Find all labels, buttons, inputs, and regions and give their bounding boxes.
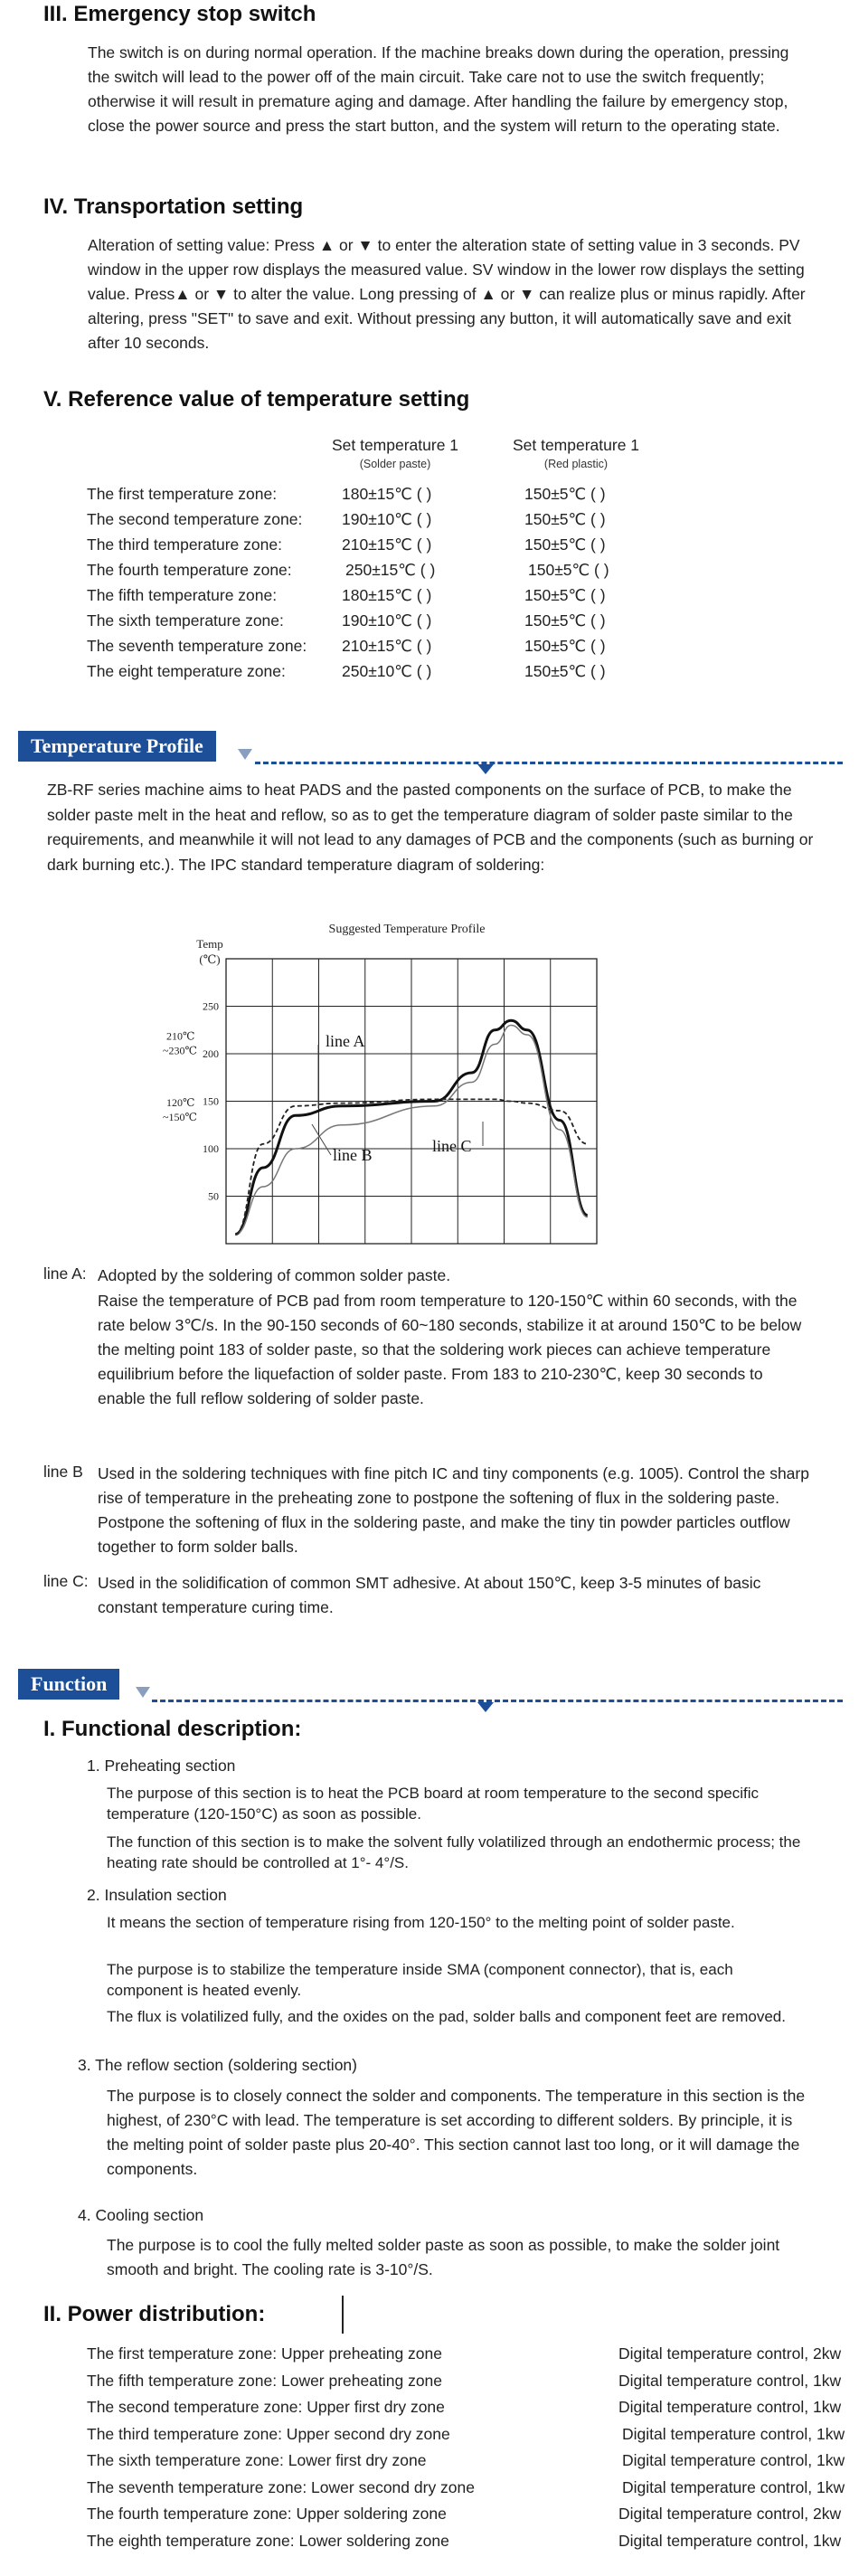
band-triangle-icon [477,1702,494,1712]
ref-solder-value: 210±15℃ ( ) [342,535,432,554]
ref-col2-subtitle: (Red plastic) [543,458,609,470]
ref-plastic-value: 150±5℃ ( ) [524,485,606,503]
power-control: Digital temperature control, 2kw [618,2344,842,2363]
function-band [18,1669,843,1705]
profile-intro: ZB-RF series machine aims to heat PADS and the pasted components on the surface of PCB, to make the solder paste melt in the heat and reflow, so as to get the temperature diagram of solder paste similar to the requirements, and meanwhile it will not lead to any damages of PCB and the components (such as burning or dark burning etc.). The IPC standard temperature diagram of soldering: [47,781,814,874]
ref-solder-value: 250±10℃ ( ) [342,662,432,680]
chart-side-label: ~150℃ [163,1110,197,1123]
band-divider [255,762,843,764]
temperature-profile-band [18,731,843,767]
ref-solder-value: 250±15℃ ( ) [345,561,436,579]
power-control: Digital temperature control, 1kw [618,2371,842,2390]
reference-row [87,510,665,535]
power-row [87,2531,842,2557]
ref-solder-value: 190±10℃ ( ) [342,611,432,630]
chart-y-ticks [203,1000,219,1203]
power-control: Digital temperature control, 1kw [622,2451,845,2469]
line-b-text: Used in the soldering techniques with fine pitch IC and tiny components (e.g. 1005). Control the sharp rise of temperature in the preheating zone to postpone the softening of flux in the soldering paste. Postpone the softening of flux in the soldering paste, and make the tiny tin powder particles outflow together to form solder balls. [98,1464,809,1556]
ref-solder-value: 190±10℃ ( ) [342,510,432,528]
ref-zone: The third temperature zone: [87,535,282,554]
chart-y-tick-label: 250 [203,999,219,1013]
power-zone: The sixth temperature zone: Lower first dry zone [87,2451,427,2469]
ref-plastic-value: 150±5℃ ( ) [528,561,609,579]
reference-row [87,485,665,510]
reference-row [87,535,665,561]
ref-solder-value: 180±15℃ ( ) [342,485,432,503]
section-title: 3. The reflow section (soldering section) [78,2056,357,2074]
line-c-text: Used in the solidification of common SMT adhesive. At about 150℃, keep 3-5 minutes of basic constant temperature curing time. [98,1574,761,1616]
power-zone: The seventh temperature zone: Lower second dry zone [87,2477,475,2496]
power-row [87,2477,845,2504]
ref-zone: The first temperature zone: [87,485,278,503]
chart-y-tick-label: 150 [203,1094,219,1108]
line-c-key: line C: [43,1572,89,1590]
power-zone: The fourth temperature zone: Upper soldering zone [87,2505,447,2523]
power-row [87,2424,845,2450]
divider-bar [342,2296,344,2334]
ref-col1-title: Set temperature 1 [331,436,459,454]
chart-series-labels [312,1032,483,1164]
chart-series-label: line A [326,1032,365,1050]
reference-row [87,586,665,611]
section-paragraph: The purpose is to cool the fully melted solder paste as soon as possible, to make the solder joint smooth and bright. The cooling rate is 3-10°/S. [107,2236,780,2278]
band-title: Function [18,1669,119,1700]
ref-solder-value: 180±15℃ ( ) [342,586,432,604]
ref-zone: The fourth temperature zone: [87,561,292,579]
band-notch-icon [238,749,252,760]
reference-heading: V. Reference value of temperature setting [43,387,470,412]
power-row [87,2344,842,2370]
chart-side-label: ~230℃ [163,1044,197,1057]
reference-row [87,662,665,687]
temperature-profile-chart [145,909,778,1271]
chart-side-labels [163,1029,197,1123]
power-zone: The eighth temperature zone: Lower soldering zone [87,2531,449,2550]
reference-row [87,611,665,637]
power-control: Digital temperature control, 2kw [618,2505,842,2523]
power-control: Digital temperature control, 1kw [618,2398,842,2416]
transportation-text: Alteration of setting value: Press ▲ or ▼ to enter the alteration state of setting value in 3 seconds. PV window in the upper row displays the measured value. SV window in the lower row displays the setting value. Press▲ or ▼ to alter the value. Long pressing of ▲ or ▼ can realize plus or minus rapidly. After altering, press "SET" to save and exit. Without pressing any button, it will automatically save and exit after 10 seconds. [88,236,806,352]
chart-y-tick-label: 100 [203,1142,219,1155]
chart-y-label-line: (℃) [199,952,221,966]
section-title: 4. Cooling section [78,2206,204,2224]
power-row [87,2371,842,2397]
power-row [87,2505,842,2530]
ref-zone: The fifth temperature zone: [87,586,278,604]
chart-y-axis-label [196,937,222,966]
power-row [87,2451,845,2477]
line-a-detail: Raise the temperature of PCB pad from room temperature to 120-150℃ within 60 seconds, with the rate below 3℃/s. In the 90-150 seconds of 60~180 seconds, stabilize it at around 150℃ to be below the melting point 183 of solder paste, so that the soldering work pieces can achieve temperature equilibrium before the liquefaction of solder paste. From 183 to 210-230℃, keep 30 seconds to enable the full reflow soldering of solder paste. [98,1292,802,1407]
chart-y-tick-label: 200 [203,1047,219,1060]
reference-row [87,637,665,662]
power-heading: II. Power distribution: [43,2302,266,2326]
power-zone: The second temperature zone: Upper first dry zone [87,2398,445,2416]
ref-plastic-value: 150±5℃ ( ) [524,637,606,655]
ref-solder-value: 210±15℃ ( ) [342,637,432,655]
section-paragraph: The purpose is to closely connect the solder and components. The temperature in this section is the highest, of 230°C with lead. The temperature is set according to different solders. By principle, it is the melting point of solder paste plus 20-40°. This section cannot last too long, or it will damage the components. [107,2087,806,2178]
power-control: Digital temperature control, 1kw [622,2424,845,2443]
band-triangle-icon [477,764,494,774]
ref-plastic-value: 150±5℃ ( ) [524,611,606,630]
chart-title: Suggested Temperature Profile [328,923,486,936]
ref-plastic-value: 150±5℃ ( ) [524,586,606,604]
line-b-key: line B [43,1463,83,1481]
emergency-text: The switch is on during normal operation. If the machine breaks down during the operation, pressing the switch will lead to the power off of the main circuit. Take care not to use the switch frequently; otherwise it will result in premature aging and damage. After handling the failure by emergency stop, close the power source and press the start button, and the system will return to the operating state. [88,43,789,135]
reference-row [87,561,665,586]
ref-zone: The second temperature zone: [87,510,303,528]
power-zone: The fifth temperature zone: Lower preheating zone [87,2371,443,2390]
ref-plastic-value: 150±5℃ ( ) [524,510,606,528]
power-control: Digital temperature control, 1kw [622,2477,845,2496]
chart-y-tick-label: 50 [208,1189,219,1203]
power-zone: The third temperature zone: Upper second dry zone [87,2424,450,2443]
ref-zone: The sixth temperature zone: [87,611,284,630]
ref-zone: The eight temperature zone: [87,662,286,680]
line-a-key: line A: [43,1264,87,1283]
section-paragraph: The function of this section is to make the solvent fully volatilized through an endothermic process; the heating rate should be controlled at 1°- 4°/S. [107,1833,801,1871]
ref-col2-header [499,436,653,470]
ref-plastic-value: 150±5℃ ( ) [524,662,606,680]
section-paragraph: The flux is volatilized fully, and the oxides on the pad, solder balls and component feet are removed. [107,2008,786,2025]
emergency-heading: III. Emergency stop switch [43,2,316,26]
transportation-heading: IV. Transportation setting [43,194,304,219]
section-paragraph: The purpose of this section is to heat the PCB board at room temperature to the second specific temperature (120-150°C) as soon as possible. [107,1785,760,1823]
band-title: Temperature Profile [18,731,216,762]
ref-col1-subtitle: (Solder paste) [359,458,431,470]
ref-col2-title: Set temperature 1 [512,436,640,454]
ref-plastic-value: 150±5℃ ( ) [524,535,606,554]
band-divider [152,1700,843,1702]
ref-col1-header [318,436,472,470]
section-title: 1. Preheating section [87,1757,236,1775]
power-zone: The first temperature zone: Upper preheating zone [87,2344,442,2363]
chart-y-label-line: Temp [196,937,223,951]
section-paragraph: It means the section of temperature rising from 120-150° to the melting point of solder paste. [107,1914,735,1931]
functional-heading: I. Functional description: [43,1717,302,1741]
power-row [87,2398,842,2423]
band-notch-icon [136,1687,150,1698]
section-title: 2. Insulation section [87,1886,227,1904]
power-control: Digital temperature control, 1kw [618,2531,842,2550]
chart-side-label: 210℃ [166,1029,195,1043]
chart-series-label: line C [432,1137,472,1155]
line-a-text: Adopted by the soldering of common solder paste. [98,1266,451,1284]
ref-zone: The seventh temperature zone: [87,637,307,655]
chart-side-label: 120℃ [166,1095,195,1109]
chart-series-label: line B [333,1146,373,1164]
section-paragraph: The purpose is to stabilize the temperature inside SMA (component connector), that is, each component is heated evenly. [107,1961,733,1999]
